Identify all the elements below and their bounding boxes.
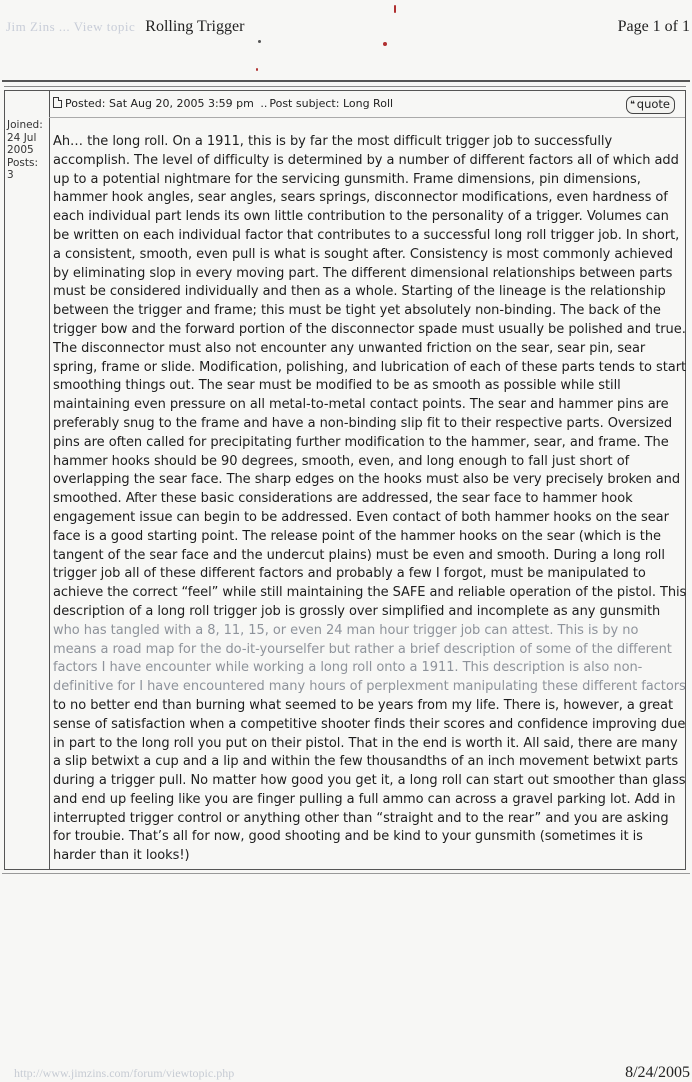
post-body-line: The disconnector must also not encounter any unwanted friction on the sear, sear pin, sear	[53, 340, 646, 356]
post-body-line: overlapping the sear face. The sharp edges on the hooks must also be very precisely broken and	[53, 472, 681, 488]
post-body-line: to no better end than burning what seemed to be years from my life. There is, however, a great	[53, 697, 674, 713]
post-body-line: sense of satisfaction when a competitive shooter finds their scores and confidence improving due	[53, 716, 686, 732]
post-body-line: a consistent, smooth, even pull is what is sought after. Consistency is most commonly achieved	[53, 246, 673, 262]
post-body-line: must be considered individually and then as a whole. Starting of the lineage is the relationship	[53, 284, 666, 300]
header-separator: ..	[260, 97, 268, 110]
post-body-line: hammer hook angles, sear angles, sears springs, disconnector modifications, even hardness of	[53, 190, 668, 206]
post-body-line: achieve the correct “feel” while still maintaining the SAFE and reliable operation of the pistol. This	[53, 585, 687, 601]
post-body-line: spring, frame or slide. Modification, polishing, and lubrication of each of these parts tends to start	[53, 359, 687, 375]
post-body-line: means a road map for the do-it-yourselfer but rather a brief description of some of the different	[53, 641, 672, 657]
speech-bubble-icon: ❝	[629, 100, 635, 110]
footer-url: http://www.jimzins.com/forum/viewtopic.php	[14, 1066, 235, 1080]
page-header-left	[6, 18, 244, 36]
post-body-line: trigger job all of these different factors and probably a few I forgot, must be manipulated to	[53, 566, 646, 582]
post-body-line: for troubie. That’s all for now, good shooting and be kind to your gunsmith (sometimes it is	[53, 829, 643, 845]
post-body-line: harder than it looks!)	[53, 848, 190, 864]
quote-button-label: quote	[636, 97, 670, 111]
post-body-line: tangent of the sear face and the undercut plains) must be even and smooth. During a long roll	[53, 547, 665, 563]
post-body-line: by eliminating slop in every moving part. The different dimensional relationships between parts	[53, 265, 673, 281]
post-body-line: smoothed. After these basic considerations are addressed, the sear face to hammer hook	[53, 491, 633, 507]
post-body-line: smoothing things out. The sear must be modified to be as smooth as possible while still	[53, 378, 621, 394]
page-indicator: Page 1 of 1	[617, 18, 690, 35]
posts-count: 3	[7, 169, 14, 181]
post-body-line: trigger bow and the forward portion of the disconnector spade must usually be polished and true.	[53, 321, 686, 337]
post-body-line: engagement issue can begin to be addressed. Even contact of both hammer hooks on the sear	[53, 509, 669, 525]
scan-speck	[383, 42, 387, 46]
joined-day-month: 24 Jul	[7, 131, 37, 144]
post-body-line: preferably snug to the frame and have a non-binding slip fit to their respective parts. Oversized	[53, 415, 673, 431]
post-body-line: a slip betwixt a cup and a lip and within the few thousandths of an inch movement betwixt parts	[53, 754, 679, 770]
quote-button[interactable]	[626, 96, 675, 114]
post-author-column	[5, 91, 50, 869]
joined-year: 2005	[7, 144, 34, 156]
joined-label: Joined:	[7, 119, 43, 131]
posts-label: Posts:	[7, 156, 38, 169]
frame-top-rule	[2, 80, 690, 82]
post-body-line: definitive for I have encountered many hours of perplexment manipulating these different factors	[53, 679, 686, 695]
post-body-line: in part to the long roll you put on their pistol. That in the end is worth it. All said, there are many	[53, 735, 678, 751]
scan-speck	[258, 40, 261, 43]
post-body-line: face is a good starting point. The release point of the hammer hooks on the sear (which is the	[53, 528, 661, 544]
subject-label: Post subject: Long Roll	[269, 97, 394, 110]
post-body-line: between the trigger and frame; this must be tight yet absolutely non-binding. The back of the	[53, 303, 661, 319]
post-body-line: each individual part lends its own little contribution to the personality of a trigger. Volumes can	[53, 209, 669, 225]
author-info	[7, 119, 43, 182]
post-header	[53, 97, 675, 115]
page-title: Rolling Trigger	[145, 18, 245, 35]
post-body-line: who has tangled with a 8, 11, 15, or even 24 man hour trigger job can attest. This is by no	[53, 622, 639, 638]
post-body-line: Ah… the long roll. On a 1911, this is by far the most difficult trigger job to successfully	[53, 134, 613, 149]
post-body-line: interrupted trigger control or anything other than “straight and to the rear” and you are asking	[53, 810, 669, 826]
post-body-line: hammer hooks should be 90 degrees, smooth, even, and long enough to fall just short of	[53, 453, 630, 469]
post-body-line: description of a long roll trigger job is grossly over simplified and incomplete as any gunsmith	[53, 603, 661, 619]
scan-speck	[256, 68, 258, 71]
post-body-line: maintaining even pressure on all metal-to-metal contact points. The sear and hammer pins are	[53, 397, 669, 413]
post-header-divider	[49, 117, 685, 118]
posted-label: Posted: Sat Aug 20, 2005 3:59 pm	[65, 97, 254, 110]
scan-speck	[394, 5, 396, 13]
post-body-line: during a trigger pull. No matter how good you get it, a long roll can start out smoother than glass	[53, 773, 686, 789]
post-body-line: be written on each individual factor that contributes to a successful long roll trigger job. In short,	[53, 227, 680, 243]
post-body-line: and end up feeling like you are finger pulling a full ammo can across a gravel parking lot. Add in	[53, 791, 676, 807]
post-body	[53, 133, 687, 866]
post-body-line: factors I have encounter while working a long roll onto a 1911. This description is also non-	[53, 660, 643, 676]
post-body-line: accomplish. The level of difficulty is determined by a number of different factors all of which add	[53, 152, 679, 168]
footer-date: 8/24/2005	[625, 1064, 690, 1081]
post-body-line: pins are often called for precipitating further modification to the hammer, sear, and frame. The	[53, 434, 669, 450]
post-body-line: up to a potential nightmare for the servicing gunsmith. Frame dimensions, pin dimensions,	[53, 171, 641, 187]
header-faded-text: Jim Zins ... View topic	[6, 19, 136, 34]
frame-inner-rule	[4, 86, 686, 87]
frame-bottom-rule	[2, 873, 690, 874]
post-document-icon	[53, 97, 62, 108]
forum-post	[4, 90, 686, 870]
